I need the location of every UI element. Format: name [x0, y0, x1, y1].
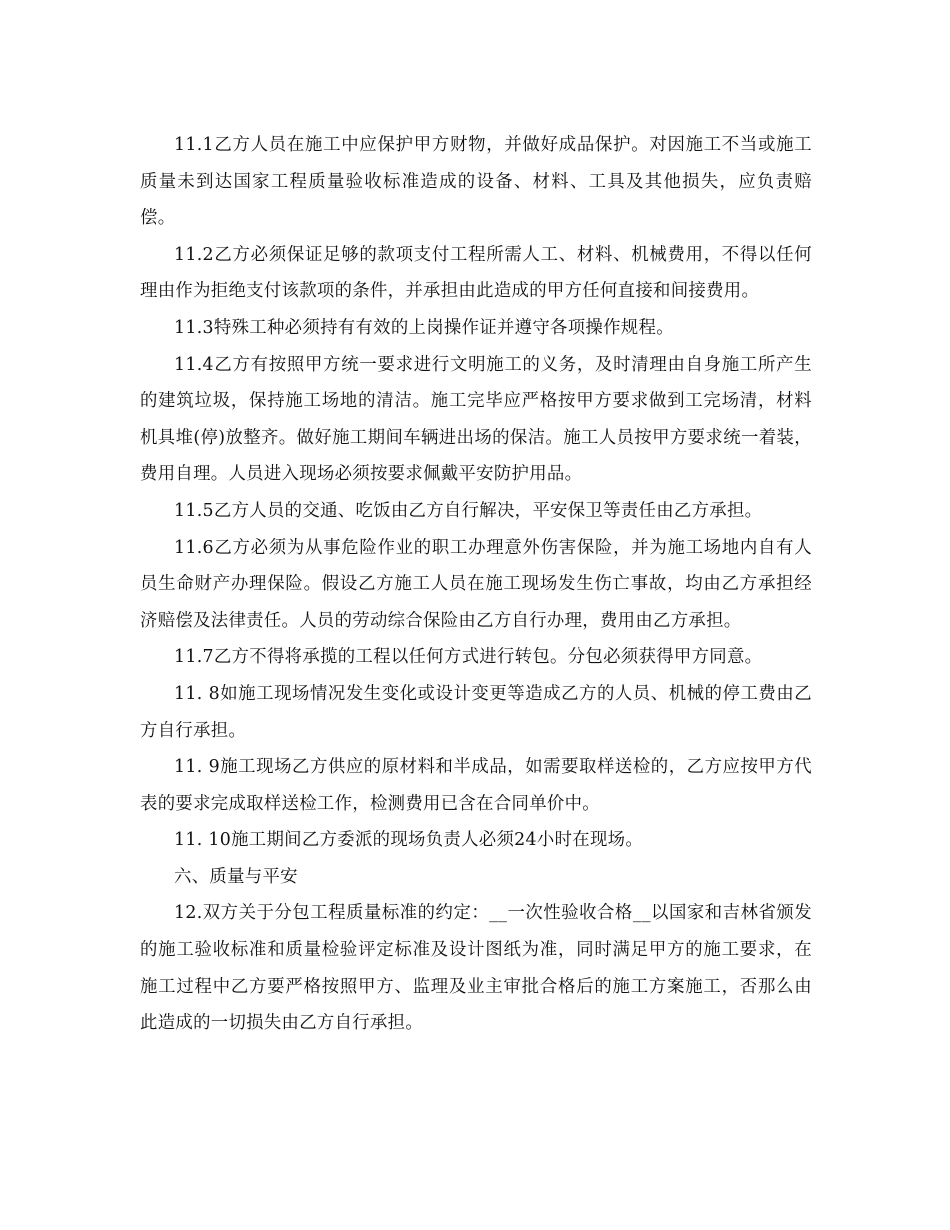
clause-11-2: 11.2乙方必须保证足够的款项支付工程所需人工、材料、机械费用，不得以任何理由作为拒绝支付该款项的条件，并承担由此造成的甲方任何直接和间接费用。	[140, 244, 812, 302]
document-body	[140, 127, 812, 1042]
clause-11-3: 11.3特殊工种必须持有有效的上岗操作证并遵守各项操作规程。	[174, 317, 674, 338]
clause-11-10: 11. 10施工期间乙方委派的现场负责人必须24小时在现场。	[174, 830, 644, 851]
clause-11-5: 11.5乙方人员的交通、吃饭由乙方自行解决，平安保卫等责任由乙方承担。	[174, 500, 763, 521]
clause-11-6: 11.6乙方必须为从事危险作业的职工办理意外伤害保险，并为施工场地内自有人员生命财产办理保险。假设乙方施工人员在施工现场发生伤亡事故，均由乙方承担经济赔偿及法律责任。人员的劳动综合保险由乙方自行办理，费用由乙方承担。	[140, 537, 812, 631]
clause-11-9: 11. 9施工现场乙方供应的原材料和半成品，如需要取样送检的，乙方应按甲方代表的要求完成取样送检工作，检测费用已含在合同单价中。	[140, 757, 812, 814]
section-heading-quality-safety: 六、质量与平安	[174, 866, 298, 887]
clause-11-4: 11.4乙方有按照甲方统一要求进行文明施工的义务，及时清理由自身施工所产生的建筑垃圾，保持施工场地的清洁。施工完毕应严格按甲方要求做到工完场清，材料机具堆(停)放整齐。做好施工期间车辆进出场的保洁。施工人员按甲方要求统一着装，费用自理。人员进入现场必须按要求佩戴平安防护用品。	[140, 354, 812, 485]
clause-12: 12.双方关于分包工程质量标准的约定：__一次性验收合格__以国家和吉林省颁发的施工验收标准和质量检验评定标准及设计图纸为准，同时满足甲方的施工要求，在施工过程中乙方要严格按照甲方、监理及业主审批合格后的施工方案施工，否那么由此造成的一切损失由乙方自行承担。	[140, 903, 812, 1034]
clause-11-7: 11.7乙方不得将承揽的工程以任何方式进行转包。分包必须获得甲方同意。	[174, 647, 763, 668]
clause-11-1: 11.1乙方人员在施工中应保护甲方财物，并做好成品保护。对因施工不当或施工质量未到达国家工程质量验收标准造成的设备、材料、工具及其他损失，应负责赔偿。	[140, 135, 812, 229]
clause-11-8: 11. 8如施工现场情况发生变化或设计变更等造成乙方的人员、机械的停工费由乙方自行承担。	[140, 683, 812, 741]
